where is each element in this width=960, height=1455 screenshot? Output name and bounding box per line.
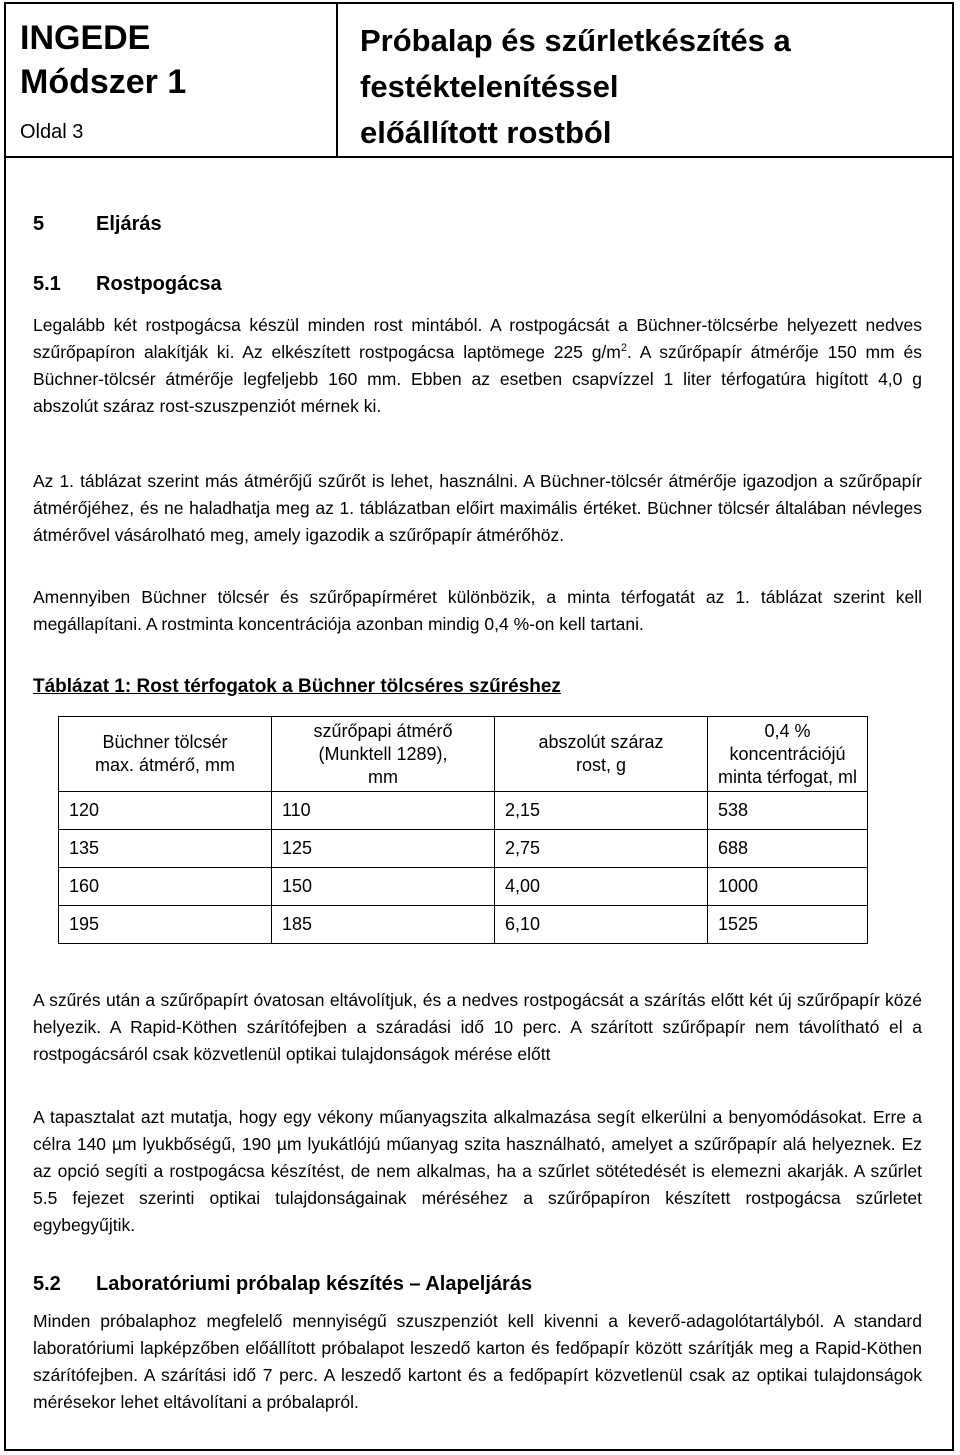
header-text: minta térfogat, ml — [717, 766, 858, 787]
header-text: abszolút száraz — [538, 732, 664, 752]
volume-table — [58, 716, 868, 944]
header-filter-diameter — [272, 717, 495, 792]
document-header — [4, 2, 954, 158]
table-row — [59, 868, 868, 906]
table-cell: 2,15 — [495, 792, 708, 830]
table-cell: 110 — [272, 792, 495, 830]
table-caption: Táblázat 1: Rost térfogatok a Büchner tölcséres szűréshez — [33, 676, 561, 697]
header-sample-volume — [708, 717, 868, 792]
table-cell: 688 — [708, 830, 868, 868]
table-cell: 125 — [272, 830, 495, 868]
doc-title-line-2: festéktelenítéssel — [360, 69, 619, 104]
table-row — [59, 792, 868, 830]
paragraph-5: A tapasztalat azt mutatja, hogy egy vékony műanyagszita alkalmazása segít elkerülni a benyomódásokat. Erre a célra 140 µm lyukbőségű, 190 µm lyukátlójú műanyag szita használható, amelyet a szűrőpapír alá helyeznek. Ez az opció segíti a rostpogácsa készítést, de nem alkalmas, ha a szűrlet sötétedését is elemezni akarják. A szűrlet 5.5 fejezet szerinti optikai tulajdonságainak méréséhez a szűrőpapíron készített rostpogácsa szűrletet egybegyűjtik. — [33, 1107, 922, 1235]
section-number: 5.2 — [33, 1273, 61, 1295]
header-text: mm — [368, 766, 398, 787]
table-cell: 4,00 — [495, 868, 708, 906]
table-cell: 160 — [59, 868, 272, 906]
superscript: 2 — [620, 342, 628, 355]
header-text: rost, g — [575, 755, 627, 775]
table-cell: 150 — [272, 868, 495, 906]
paragraph-3: Amennyiben Büchner tölcsér és szűrőpapírméret különbözik, a minta térfogatát az 1. táblázat szerint kell megállapítani. A rostminta koncentrációja azonban mindig 0,4 %-on kell tartani. — [33, 587, 922, 634]
table-cell: 1525 — [708, 906, 868, 944]
page-number: Oldal 3 — [20, 121, 84, 143]
header-text: koncentrációjú — [729, 743, 846, 764]
paragraph-1-text-b: . A szűrőpapír átmérője 150 mm és Büchner-tölcsér átmérője legfeljebb 160 mm. Ebben az esetben csapvízzel 1 liter térfogatúra higított 4,0 g abszolút száraz rost-szuszpenziót mérnek ki. — [33, 342, 922, 416]
header-text: max. átmérő, mm — [94, 755, 236, 775]
table-cell: 1000 — [708, 868, 868, 906]
doc-title-line-1: Próbalap és szűrletkészítés a — [360, 23, 791, 58]
header-dry-fiber — [495, 717, 708, 792]
table-cell: 185 — [272, 906, 495, 944]
section-5-2-heading — [33, 1272, 532, 1296]
paragraph-4: A szűrés után a szűrőpapírt óvatosan eltávolítjuk, és a nedves rostpogácsát a szárítás előtt két új szűrőpapír közé helyezik. A Rapid-Köthen szárítófejben a száradási idő 10 perc. A szárított szűrőpapír nem távolítható el a rostpogácsáról csak közvetlenül optikai tulajdonságok mérése előtt — [33, 990, 922, 1064]
header-text: 0,4 % — [764, 720, 811, 741]
section-title: Eljárás — [96, 213, 162, 235]
header-text: Büchner tölcsér — [102, 732, 228, 752]
section-5-1-heading — [33, 272, 222, 296]
table-cell: 135 — [59, 830, 272, 868]
section-number: 5.1 — [33, 273, 61, 295]
table-cell: 120 — [59, 792, 272, 830]
doc-title-line-3: előállított rostból — [360, 115, 612, 150]
header-method: Módszer 1 — [20, 63, 187, 101]
table-row — [59, 906, 868, 944]
header-text: (Munktell 1289), — [318, 743, 448, 764]
header-left-cell — [5, 3, 337, 157]
paragraph-1 — [33, 312, 922, 420]
table-cell: 6,10 — [495, 906, 708, 944]
table-cell: 2,75 — [495, 830, 708, 868]
table-cell: 195 — [59, 906, 272, 944]
header-right-cell — [337, 3, 953, 157]
section-title: Laboratóriumi próbalap készítés – Alapeljárás — [96, 1273, 533, 1295]
section-5-heading — [33, 212, 162, 236]
table-row — [59, 830, 868, 868]
paragraph-1-text-a: Legalább két rostpogácsa készül minden rost mintából. A rostpogácsát a Büchner-tölcsérbe helyezett nedves szűrőpapíron alakítják ki. Az elkészített rostpogácsa laptömege 225 g/m — [33, 315, 922, 362]
paragraph-2: Az 1. táblázat szerint más átmérőjű szűrőt is lehet, használni. A Büchner-tölcsér átmérője igazodjon a szűrőpapír átmérőjéhez, és ne haladhatja meg az 1. táblázatban előirt maximális értéket. Büchner tölcsér általában névleges átmérővel vásárolható meg, amely igazodik a szűrőpapír átmérőhöz. — [33, 471, 922, 545]
header-text: szűrőpapi átmérő — [313, 720, 453, 741]
table-cell: 538 — [708, 792, 868, 830]
paragraph-6: Minden próbalaphoz megfelelő mennyiségű szuszpenziót kell kivenni a keverő-adagolótartályból. A standard laboratóriumi lapképzőben előállított próbalapot leszedő karton és fedőpapír között szárítják meg a Rapid-Köthen szárítófejben. A szárítási idő 7 perc. A leszedő kartont és a fedőpapírt közvetlenül csak az optikai tulajdonságok mérésekor lehet eltávolítani a próbalapról. — [33, 1311, 922, 1412]
header-funnel-diameter — [59, 717, 272, 792]
section-number: 5 — [33, 213, 45, 235]
section-title: Rostpogácsa — [96, 273, 222, 295]
header-brand: INGEDE — [20, 19, 151, 57]
table-header-row — [59, 717, 868, 792]
